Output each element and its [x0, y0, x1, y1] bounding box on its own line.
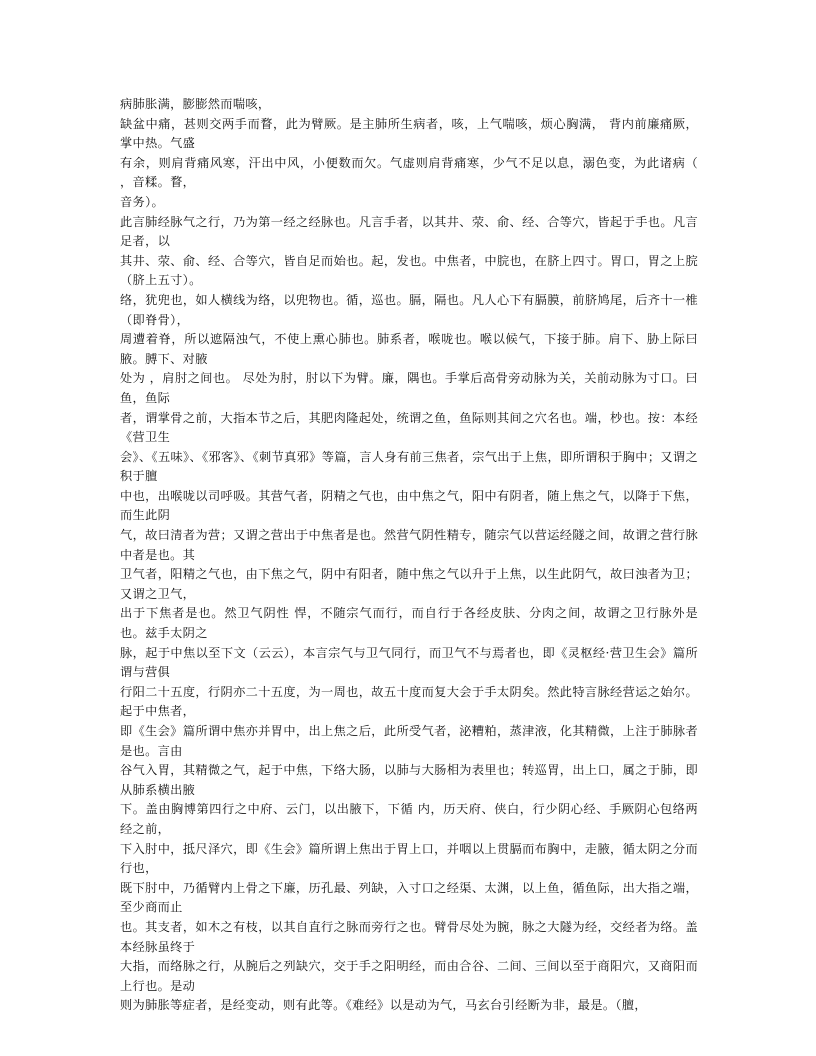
- paragraph-10: 者，谓掌骨之前，大指本节之后，其肥肉隆起处，统谓之鱼，鱼际则其间之穴名也。端，杪也。按：本经《营卫生: [120, 410, 698, 445]
- paragraph-21: 下入肘中，抵尺泽穴，即《生会》篇所谓上焦出于胃上口，并咽以上贯膈而布胸中，走腋，循太阴之分而行也，: [120, 841, 698, 876]
- paragraph-8: 周遭着脊，所以遮隔浊气，不使上熏心肺也。肺系者，喉咙也。喉以候气，下接于肺。肩下、胁上际曰腋。膊下、对腋: [120, 332, 698, 366]
- paragraph-7: 络，犹兜也，如人横线为络，以兜物也。循，巡也。膈，隔也。凡人心下有膈膜，前脐鸠尾，后齐十一椎（即脊骨），: [120, 292, 698, 327]
- paragraph-6: 其井、荥、俞、经、合等穴，皆自足而始也。起，发也。中焦者，中脘也，在脐上四寸。胃口，胃之上脘（脐上五寸）。: [120, 253, 698, 288]
- paragraph-4: 音务）。: [120, 194, 165, 209]
- paragraph-2: 缺盆中痛，甚则交两手而瞀，此为臂厥。是主肺所生病者，咳，上气喘咳，烦心胸满， 背内前廉痛厥，掌中热。气盛: [120, 116, 698, 151]
- paragraph-24: 大指，而络脉之行，从腕后之列缺穴，交于手之阳明经，而由合谷、二间、三间以至于商阳穴，又商阳而上行也。是动: [120, 959, 698, 993]
- paragraph-9: 处为 ，肩肘之间也。 尽处为肘，肘以下为臂。廉，隅也。手掌后高骨旁动脉为关，关前动脉为寸口。曰鱼，鱼际: [120, 371, 698, 405]
- paragraph-25: 则为肺胀等症者，是经变动，则有此等。《难经》以是动为气，马玄台引经断为非，最是。（膻，: [120, 998, 647, 1013]
- paragraph-3: 有余，则肩背痛风寒，汗出中风，小便数而欠。气虚则肩背痛寒，少气不足以息，溺色变，为此诸病（ ，音糅。瞀，: [120, 155, 698, 190]
- paragraph-23: 也。其支者，如木之有枝，以其自直行之脉而旁行之也。臂骨尽处为腕，脉之大隧为经，交经者为络。盖本经脉虽终于: [120, 919, 698, 954]
- paragraph-12: 中也，出喉咙以司呼吸。其营气者，阴精之气也，由中焦之气，阳中有阴者，随上焦之气，以降于下焦，而生此阴: [120, 488, 698, 523]
- paragraph-5: 此言肺经脉气之行，乃为第一经之经脉也。凡言手者，以其井、荥、俞、经、合等穴，皆起于手也。凡言足者，以: [120, 214, 698, 249]
- paragraph-1: 病肺胀满，膨膨然而喘咳，: [120, 97, 271, 111]
- paragraph-16: 脉，起于中焦以至下文（云云），本言宗气与卫气同行，而卫气不与焉者也，即《灵枢经·营卫生会》篇所谓与营俱: [120, 645, 698, 680]
- paragraph-14: 卫气者，阳精之气也，由下焦之气，阴中有阳者，随中焦之气以升于上焦，以生此阴气，故曰浊者为卫；又谓之卫气，: [120, 567, 698, 601]
- paragraph-20: 下。盖由胸博第四行之中府、云门，以出腋下，下循 内，历天府、侠白，行少阴心经、手厥阴心包络两经之前，: [120, 802, 698, 836]
- paragraph-22: 既下肘中，乃循臂内上骨之下廉，历孔最、列缺，入寸口之经渠、太渊，以上鱼，循鱼际，出大指之端，至少商而止: [120, 880, 698, 915]
- paragraph-15: 出于下焦者是也。然卫气阴性 悍，不随宗气而行，而自行于各经皮肤、分肉之间，故谓之卫行脉外是也。兹手太阴之: [120, 606, 698, 641]
- paragraph-13: 气，故曰清者为营；又谓之营出于中焦者是也。然营气阴性精专，随宗气以营运经隧之间，故谓之营行脉中者是也。其: [120, 528, 698, 562]
- paragraph-19: 谷气入胃，其精微之气，起于中焦，下络大肠，以肺与大肠相为表里也；转巡胃，出上口，属之于肺，即从肺系横出腋: [120, 763, 698, 797]
- paragraph-11: 会》、《五味》、《邪客》、《刺节真邪》等篇，言人身有前三焦者，宗气出于上焦，即所谓积于胸中；又谓之积于膻: [120, 449, 698, 484]
- paragraph-18: 即《生会》篇所谓中焦亦并胃中，出上焦之后，此所受气者，泌糟粕，蒸津液，化其精微，上注于肺脉者是也。言由: [120, 724, 698, 758]
- paragraph-17: 行阳二十五度，行阴亦二十五度，为一周也，故五十度而复大会于手太阴矣。然此特言脉经营运之始尔。起于中焦者，: [120, 684, 698, 719]
- document-page: [120, 95, 698, 1016]
